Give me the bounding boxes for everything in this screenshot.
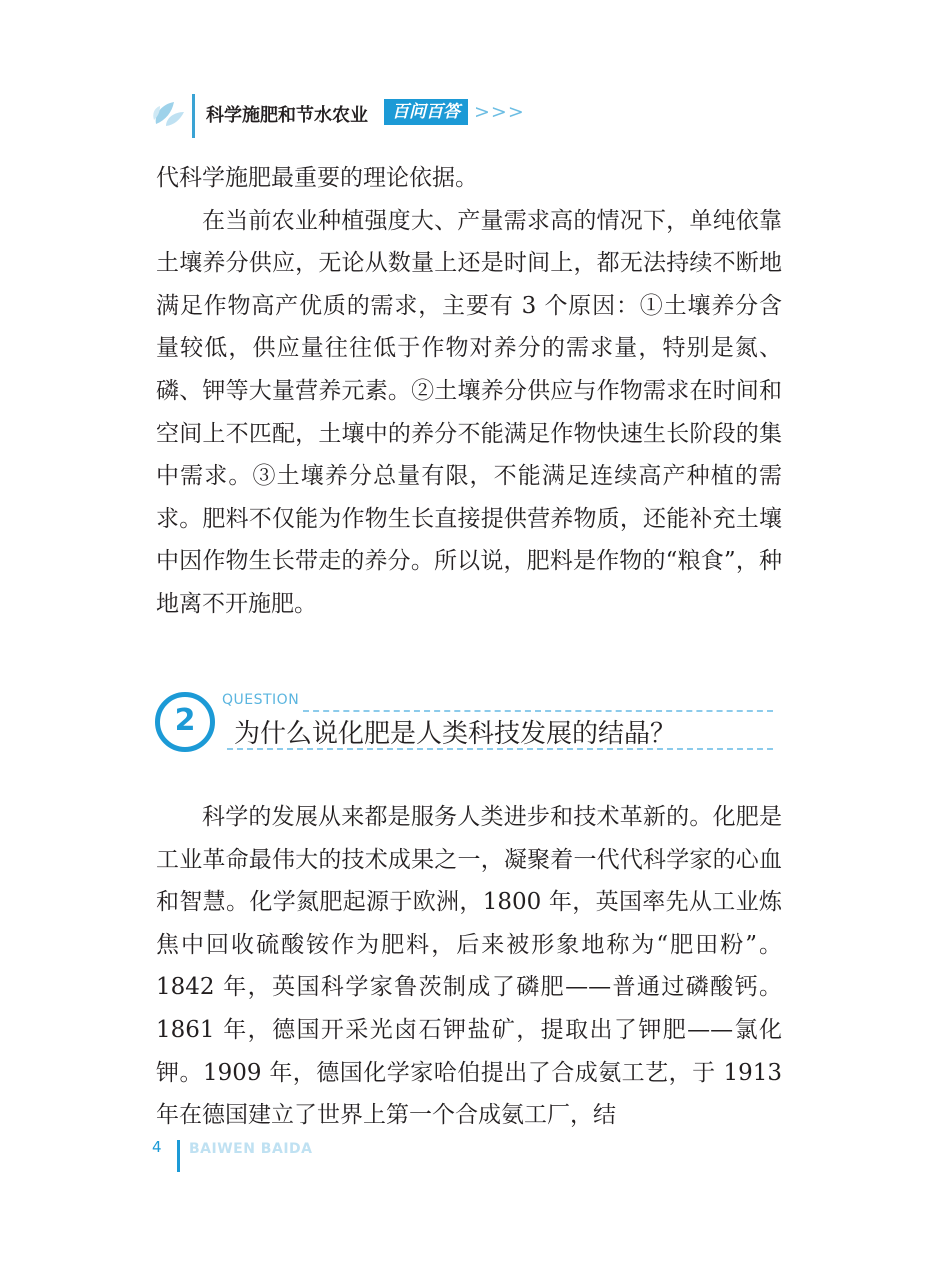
paragraph: 科学的发展从来都是服务人类进步和技术革新的。化肥是工业革命最伟大的技术成果之一，凝聚着一代代科学家的心血和智慧。化学氮肥起源于欧洲，1800 年，英国率先从工业炼焦中回收硫酸铵作为肥料，后来被形象地称为“肥田粉”。1842 年，英国科学家鲁茨制成了磷肥——普通过磷酸钙。1861 年，德国开采光卤石钾盐矿，提取出了钾肥——氯化钾。1909 年，德国化学家哈伯提出了合成氨工艺，于 1913 年在德国建立了世界上第一个合成氨工厂，结	[156, 804, 782, 1129]
series-name: BAIWEN BAIDA	[189, 1141, 313, 1157]
dashed-rule-bottom	[227, 748, 773, 750]
question-title: 为什么说化肥是人类科技发展的结晶？	[234, 719, 677, 749]
dashed-rule-top	[303, 710, 773, 712]
question-number: 2	[174, 703, 196, 738]
leaf-icon	[152, 98, 186, 128]
paragraph: 在当前农业种植强度大、产量需求高的情况下，单纯依靠土壤养分供应，无论从数量上还是时间上，都无法持续不断地满足作物高产优质的需求，主要有 3 个原因：①土壤养分含量较低，供应量往往低于作物对养分的需求量，特别是氮、磷、钾等大量营养元素。②土壤养分供应与作物需求在时间和空间上不匹配，土壤中的养分不能满足作物快速生长阶段的集中需求。③土壤养分总量有限，不能满足连续高产种植的需求。肥料不仅能为作物生长直接提供营养物质，还能补充土壤中因作物生长带走的养分。所以说，肥料是作物的“粮食”，种地离不开施肥。	[156, 207, 782, 617]
header-arrows: >>>	[474, 101, 525, 123]
question-tag: QUESTION	[222, 692, 300, 708]
series-badge: 百问百答	[384, 99, 468, 125]
question-heading	[155, 688, 780, 754]
body-text-top	[156, 157, 782, 626]
page-number: 4	[152, 1138, 162, 1156]
body-text-bottom	[156, 796, 782, 1137]
paragraph: 代科学施肥最重要的理论依据。	[156, 165, 478, 191]
book-title: 科学施肥和节水农业	[206, 105, 368, 126]
footer-divider	[177, 1140, 180, 1172]
running-header	[152, 92, 572, 136]
header-divider	[192, 94, 195, 138]
